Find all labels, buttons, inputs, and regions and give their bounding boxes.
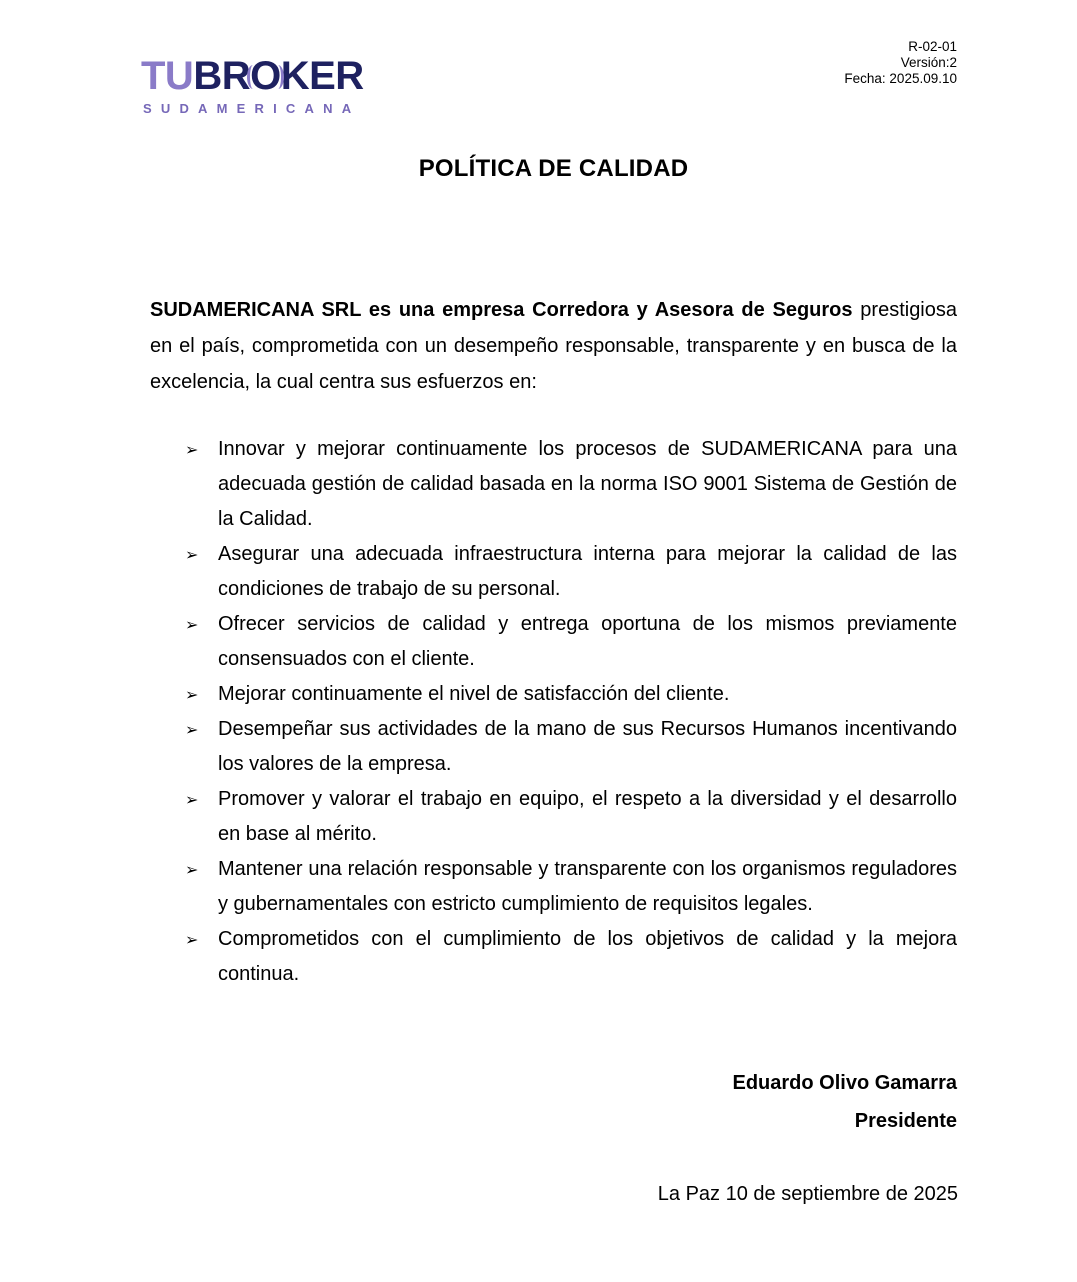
intro-bold-text: SUDAMERICANA SRL es una empresa Corredora y Asesora de Seguros [150, 299, 853, 321]
doc-date: Fecha: 2025.09.10 [844, 71, 957, 86]
list-item-text: Promover y valorar el trabajo en equipo, el respeto a la diversidad y el desarrollo en base al mérito. [218, 788, 957, 845]
list-item [150, 922, 957, 992]
signature-role: Presidente [854, 1110, 957, 1132]
list-item-text: Asegurar una adecuada infraestructura interna para mejorar la calidad de las condiciones de trabajo de su personal. [218, 543, 957, 600]
intro-rest-text: prestigiosa en el país, comprometida con un desempeño responsable, transparente y en busca de la excelencia, la cual centra sus esfuerzos en: [150, 299, 957, 393]
logo-wordmark [141, 56, 364, 96]
list-item [150, 537, 957, 607]
page-title: POLÍTICA DE CALIDAD [418, 155, 689, 182]
logo-o-arcs-icon: O [250, 54, 281, 98]
list-item [150, 852, 957, 922]
list-item [150, 712, 957, 782]
list-item [150, 677, 957, 712]
list-item-text: Mantener una relación responsable y transparente con los organismos reguladores y gubernamentales con estricto cumplimiento de requisitos legales. [218, 858, 957, 915]
list-item-text: Desempeñar sus actividades de la mano de sus Recursos Humanos incentivando los valores de la empresa. [218, 718, 957, 775]
list-item-text: Innovar y mejorar continuamente los procesos de SUDAMERICANA para una adecuada gestión de calidad basada en la norma ISO 9001 Sistema de Gestión de la Calidad. [218, 438, 957, 530]
tubroker-logo [141, 56, 364, 116]
logo-text-br: BR [193, 54, 251, 98]
arrow-bullet-icon: ➢ [185, 615, 199, 634]
arrow-bullet-icon: ➢ [185, 790, 199, 809]
logo-text-ker: KER [280, 54, 364, 98]
signature-name: Eduardo Olivo Gamarra [732, 1072, 957, 1094]
doc-version: Versión:2 [900, 55, 957, 70]
arrow-bullet-icon: ➢ [185, 930, 199, 949]
list-item [150, 607, 957, 677]
list-item-text: Comprometidos con el cumplimiento de los objetivos de calidad y la mejora continua. [218, 928, 957, 985]
list-item [150, 782, 957, 852]
logo-subtitle: SUDAMERICANA [143, 101, 361, 116]
list-item-text: Mejorar continuamente el nivel de satisfacción del cliente. [218, 683, 730, 705]
intro-paragraph [150, 292, 957, 400]
arrow-bullet-icon: ➢ [185, 720, 199, 739]
arrow-bullet-icon: ➢ [185, 545, 199, 564]
list-item-text: Ofrecer servicios de calidad y entrega oportuna de los mismos previamente consensuados con el cliente. [218, 613, 957, 670]
list-item [150, 432, 957, 537]
date-line: La Paz 10 de septiembre de 2025 [657, 1183, 958, 1205]
signature-block [732, 1064, 957, 1140]
policy-list [150, 432, 957, 992]
logo-text-tu: TU [141, 54, 194, 98]
doc-code: R-02-01 [908, 39, 957, 54]
arrow-bullet-icon: ➢ [185, 685, 199, 704]
document-meta [844, 39, 957, 87]
arrow-bullet-icon: ➢ [185, 440, 199, 459]
arrow-bullet-icon: ➢ [185, 860, 199, 879]
